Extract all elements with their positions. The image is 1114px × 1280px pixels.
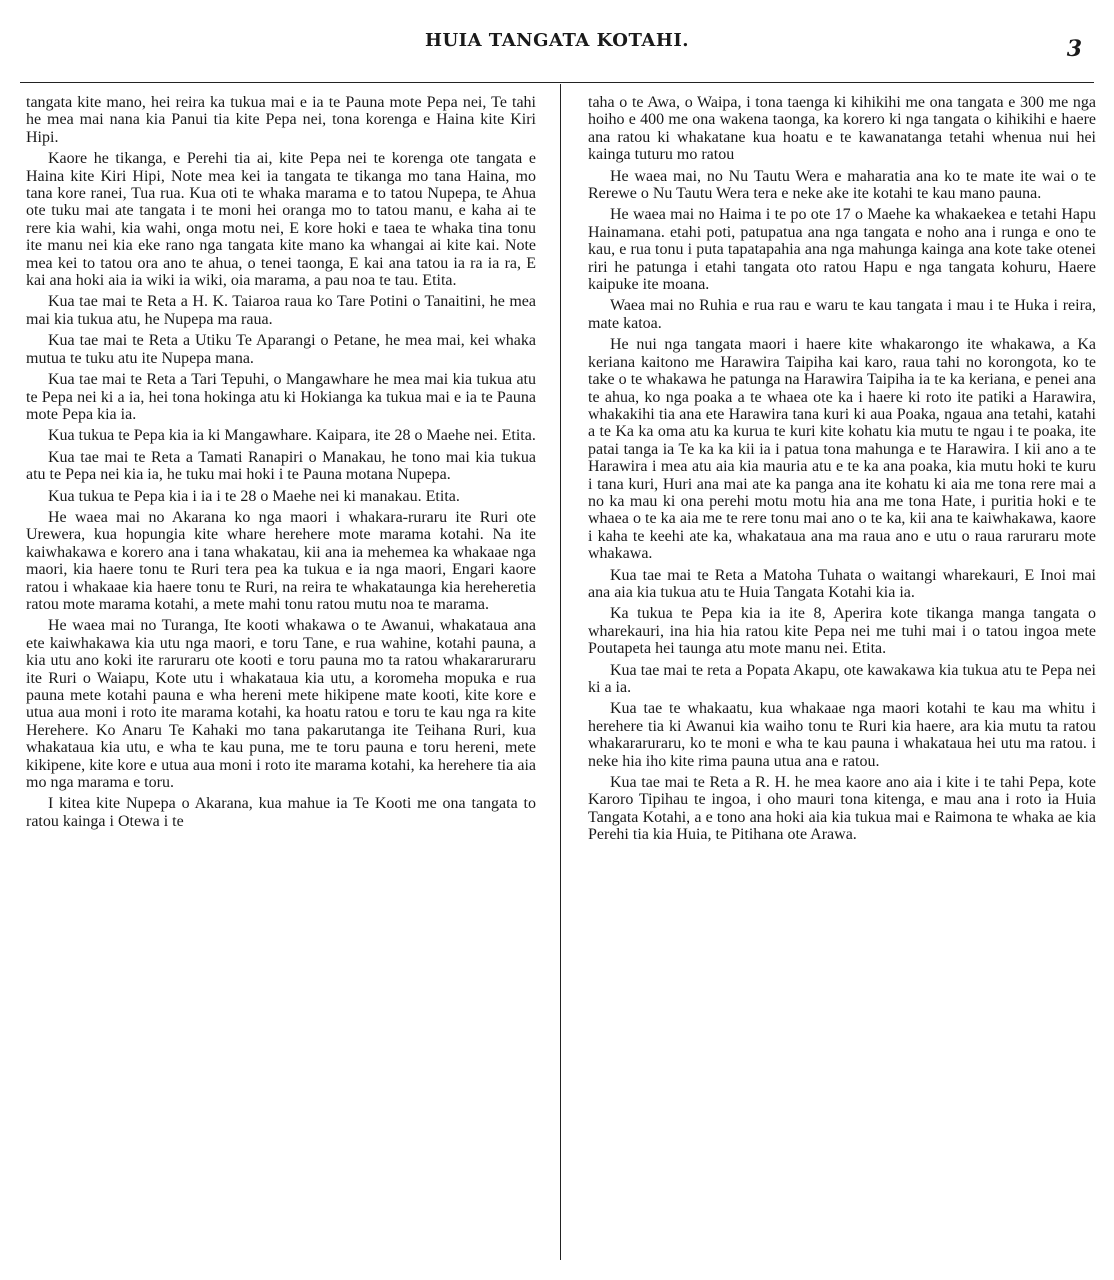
- left-column: [26, 94, 536, 834]
- page-title: HUIA TANGATA KOTAHI.: [424, 30, 690, 51]
- paragraph: Kua tae mai te reta a Popata Akapu, ote kawakawa kia tukua atu te Pepa nei ki a ia.: [588, 661, 1096, 696]
- paragraph: Kua tukua te Pepa kia ia ki Mangawhare. Kaipara, ite 28 o Maehe nei. Etita.: [48, 427, 536, 445]
- header-rule: [20, 82, 1094, 83]
- paragraph: Kua tae mai te Reta a Tamati Ranapiri o Manakau, he tono mai kia tukua atu te Pepa nei kia ia, he tuku mai hoki i te Pauna motana Nupepa.: [26, 448, 536, 484]
- page-header: [20, 30, 1094, 60]
- paragraph: Kua tae mai te Reta a Matoha Tuhata o waitangi wharekauri, E Inoi mai ana aia kia tukua atu te Huia Tangata Kotahi kia ia.: [588, 566, 1096, 601]
- paragraph: Kua tae mai te Reta a Utiku Te Aparangi o Petane, he mea mai, kei whaka mutua te tuku atu ite Nupepa mana.: [26, 332, 536, 367]
- paragraph: taha o te Awa, o Waipa, i tona taenga ki kihikihi me ona tangata e 300 me nga hoiho e 400 me ona wakena taonga, ka korero ki nga tangata o kihikihi e haere ana ratou ki whakatane kua hoatu e te kawanatanga tetahi whenua nui hei kainga tuturu mo ratou: [588, 94, 1096, 164]
- paragraph: He waea mai, no Nu Tautu Wera e maharatia ana ko te mate ite wai o te Rerewe o Nu Tautu Wera tera e neke ake ite kotahi te kau mano pauna.: [588, 167, 1096, 203]
- paragraph: Kua tae mai te Reta a H. K. Taiaroa raua ko Tare Potini o Tanaitini, he mea mai kia tukua atu, he Nupepa ma raua.: [26, 293, 536, 328]
- paragraph: Kua tae mai te Reta a Tari Tepuhi, o Mangawhare he mea mai kia tukua atu te Pepa nei ki a ia, hei tona hokinga atu ki Hokianga ka tukua mai e ia te Pauna mote Pepa kia ia.: [26, 371, 536, 423]
- column-divider: [560, 84, 561, 1260]
- paragraph: Kua tukua te Pepa kia i ia i te 28 o Maehe nei ki manakau. Etita.: [48, 487, 460, 505]
- paragraph: He waea mai no Turanga, Ite kooti whakawa o te Awanui, whakataua ana ete kaiwhakawa kia utu nga maori, e toru Tane, e rua wahine, kotahi pauna, a kia utu ano koki ite raruraru ote kooti e toru pauna mo ta ratou whakararuraru ite Ruri o Waiapu, Kote utu i whakataua kia utu, a koromeha mopuka e rua pauna mete kotahi pauna e wha hereni mete hikipene mate kooti, kite kore e utua aua moni i roto ite marama kotahi, ka hoatu ratou e toru te kau nga ra kite Herehere. Ko Anaru Te Kahaki mo tana pakarutanga ite Teihana Ruri, kua whakataua kia utu, e wha te kau puna, me te toru pauna e toru hereni, mete kikipene, kite kore e utua aua moni i roto ite marama kotahi, ka herehere tia aia mo nga marama e toru.: [26, 617, 536, 792]
- page-number: 3: [1066, 36, 1082, 62]
- paragraph: I kitea kite Nupepa o Akarana, kua mahue ia Te Kooti me ona tangata to ratou kainga i Otewa i te: [26, 795, 536, 830]
- paragraph: Kaore he tikanga, e Perehi tia ai, kite Pepa nei te korenga ote tangata e Haina kite Kiri Hipi, Note mea kei ia tangata te tikanga mo tana Haina, mo tana kore ranei, Tua rua. Kua oti te whaka marama e to tatou Nupepa, te Ahua ote tuku mai ate tangata i te moni hei oranga mo to tatou manu, e kaha ai te rere kia wahi, kia wahi, onga motu nei, E kore hoki e taea te whaka tina tonu ite manu nei kia eke rano nga tangata kite mano ka whangai ai kite kai. Note mea kei to tatou ora ano te ahua, o tenei taonga, E kai ana tatou ia ra ia ra, E kai ana hoki aia ia wiki ia wiki, oia marama, a pau noa te tau. Etita.: [26, 150, 536, 290]
- paragraph: Kua tae te whakaatu, kua whakaae nga maori kotahi te kau ma whitu i herehere tia ki Awanui kia waiho tonu te Ruri kia haere, ara kia mutu ta ratou whakararuraru, ko te moni e wha te kau pauna i whakataua hei utu ma ratou. i neke hia iho kite rima pauna utua ana e ratou.: [588, 700, 1096, 770]
- paragraph: He nui nga tangata maori i haere kite whakarongo ite whakawa, a Ka keriana kaitono me Harawira Taipiha kai karo, raua tahi no korongota, ko te take o te whakawa he patunga na Harawira Taipiha ia te ka keriana, e penei ana te ahua, ko nga poaka a te whaea ote ka i haere ki roto ite patiki a Harawira, whakakihi tia ana ete Harawira tana kuri ki aua Poaka, ngaua ana tetahi, katahi a te Ka ka oma atu ka kurua te kuri kite kohatu kia mutu te ngau i te poaka, ite patai tanga ia Te ka ka kii ia i patua tona mahunga e te Harawira. I kii ano a te Harawira i mea atu aia kia mauria atu e te ka ana poaka, kia mutu hoki te kuru i tana kuri, Huri ana mai ate ka panga ana ite kohatu ki aia me tona rere mai a no ka mau ki ona perehi motu motu hia ana me tona Hate, i puritia hoki e te whaea o te ka aia me te rere tonu mai ano o te ka, kii ana te kaiwhakawa, kaore i kaha te keehi ate ka, whakataua ana ma raua ano e utu o raua raruraru mote whakawa.: [588, 336, 1096, 563]
- paragraph: Ka tukua te Pepa kia ia ite 8, Aperira kote tikanga manga tangata o wharekauri, ina hia hia ratou kite Pepa nei me tuhi mai i o tatou ingoa mete Poutapeta hei taunga atu mote manu nei. Etita.: [588, 605, 1096, 658]
- paragraph: He waea mai no Akarana ko nga maori i whakara-ruraru ite Ruri ote Urewera, kua hopungia kite whare herehere mote marama kotahi. Na ite kaiwhakawa e korero ana i tana whakatau, kii ana ia mehemea ka whakaae nga maori, kia haere tonu te Ruri tera pea ka tukua e ia nga maori, Engari kaore ratou i whakaae kia haere tonu te Ruri, na reira te whakataunga kia hereheretia ratou mote marama kotahi, a mete mahi tonu ratou mutu noa te marama.: [26, 508, 536, 613]
- paragraph: Waea mai no Ruhia e rua rau e waru te kau tangata i mau i te Huka i reira, mate katoa.: [588, 297, 1096, 332]
- right-column: [588, 94, 1096, 848]
- paragraph: He waea mai no Haima i te po ote 17 o Maehe ka whakaekea e tetahi Hapu Hainamana. etahi poti, patupatua ana nga tangata e noho ana i runga e ono te kau, e rua tonu i puta tapatapahia ana nga mahunga kainga ana kote take otenei riri he patunga i etahi tangata oto ratou Hapu e nga tangata kohuru, Haere kaipuke ite moana.: [588, 206, 1096, 294]
- paragraph: tangata kite mano, hei reira ka tukua mai e ia te Pauna mote Pepa nei, Te tahi he mea mai nana kia Panui tia kite Pepa nei, tona korenga e Haina kite Kiri Hipi.: [26, 94, 536, 146]
- paragraph: Kua tae mai te Reta a R. H. he mea kaore ano aia i kite i te tahi Pepa, kote Karoro Tipihau te ingoa, i oho mauri tona kitenga, e mau ana i roto ia Huia Tangata Kotahi, a e tono ana hoki aia kia tukua mai e Raimona te whaka ae kia Perehi tia kia Huia, te Pitihana ote Arawa.: [588, 774, 1096, 844]
